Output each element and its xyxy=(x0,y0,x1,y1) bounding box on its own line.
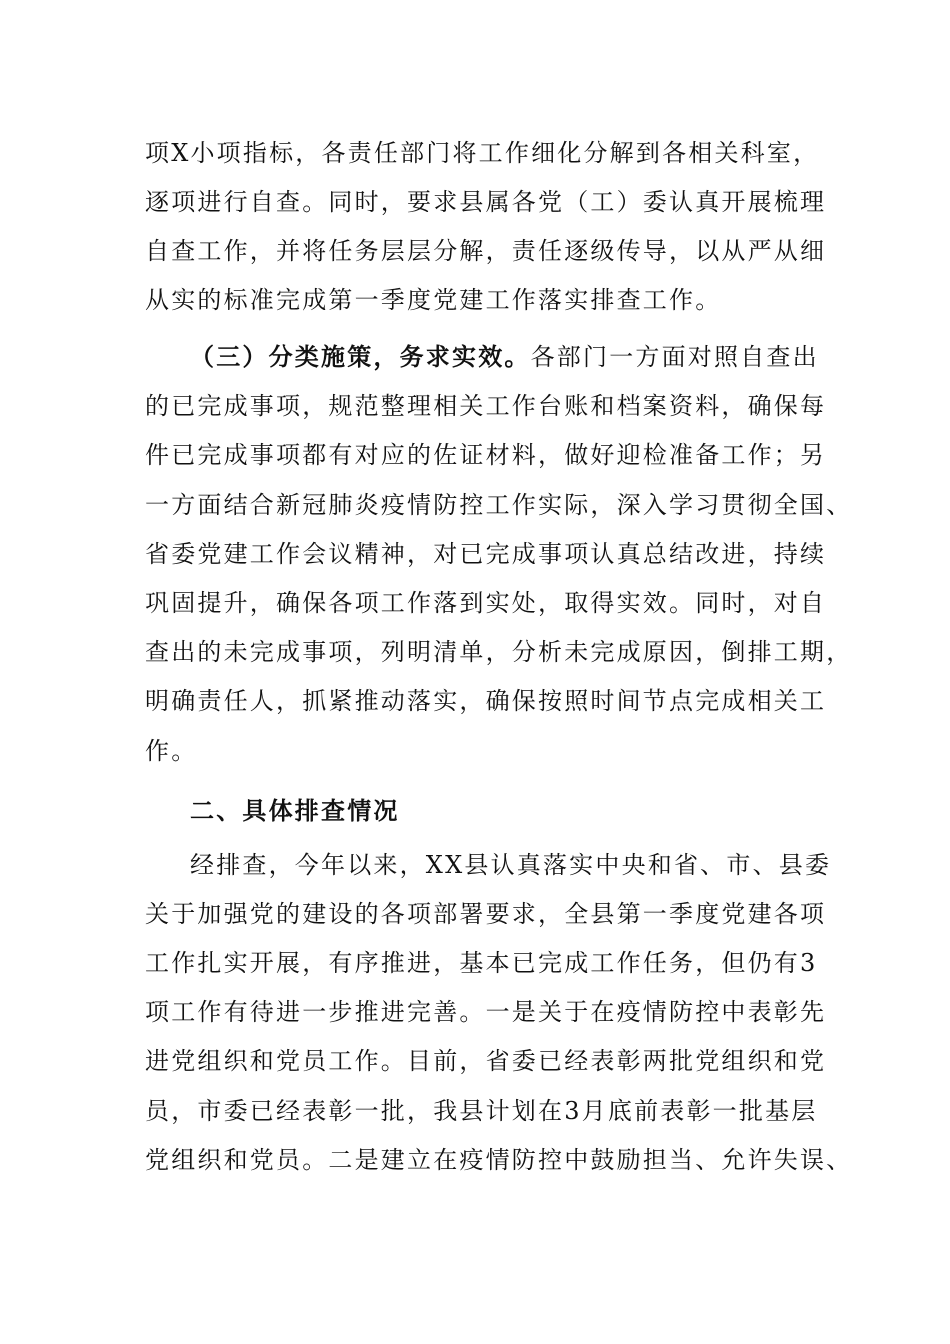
paragraph-line: 件已完成事项都有对应的佐证材料，做好迎检准备工作；另 xyxy=(145,441,827,469)
paragraph-line: 从实的标准完成第一季度党建工作落实排查工作。 xyxy=(145,286,722,314)
paragraph-line: 经排查，今年以来，XX县认真落实中央和省、市、县委 xyxy=(190,851,832,879)
paragraph-line: 的已完成事项，规范整理相关工作台账和档案资料，确保每 xyxy=(145,392,827,420)
paragraph-line: 工作扎实开展，有序推进，基本已完成工作任务，但仍有3 xyxy=(145,949,818,977)
paragraph-text: 各部门一方面对照自查出 xyxy=(530,343,819,371)
paragraph-line: 员，市委已经表彰一批，我县计划在3月底前表彰一批基层 xyxy=(145,1097,818,1125)
paragraph-line: 进党组织和党员工作。目前，省委已经表彰两批党组织和党 xyxy=(145,1047,827,1075)
section-three-line xyxy=(190,341,819,373)
paragraph-line: 巩固提升，确保各项工作落到实处，取得实效。同时，对自 xyxy=(145,589,827,617)
paragraph-line: 一方面结合新冠肺炎疫情防控工作实际，深入学习贯彻全国、 xyxy=(145,491,853,519)
paragraph-line: 查出的未完成事项，列明清单，分析未完成原因，倒排工期， xyxy=(145,638,853,666)
section-heading: 二、具体排查情况 xyxy=(190,796,400,825)
paragraph-line: 逐项进行自查。同时，要求县属各党（工）委认真开展梳理 xyxy=(145,188,827,216)
paragraph-line: 作。 xyxy=(145,737,198,765)
paragraph-line: 明确责任人，抓紧推动落实，确保按照时间节点完成相关工 xyxy=(145,687,827,715)
paragraph-line: 项X小项指标，各责任部门将工作细化分解到各相关科室， xyxy=(145,139,820,167)
paragraph-line: 省委党建工作会议精神，对已完成事项认真总结改进，持续 xyxy=(145,540,827,568)
paragraph-line: 项工作有待进一步推进完善。一是关于在疫情防控中表彰先 xyxy=(145,998,827,1026)
paragraph-line: 党组织和党员。二是建立在疫情防控中鼓励担当、允许失误、 xyxy=(145,1146,853,1174)
paragraph-line: 自查工作，并将任务层层分解，责任逐级传导，以从严从细 xyxy=(145,237,827,265)
section-heading-inline: （三）分类施策，务求实效。 xyxy=(190,342,531,371)
paragraph-line: 关于加强党的建设的各项部署要求，全县第一季度党建各项 xyxy=(145,900,827,928)
